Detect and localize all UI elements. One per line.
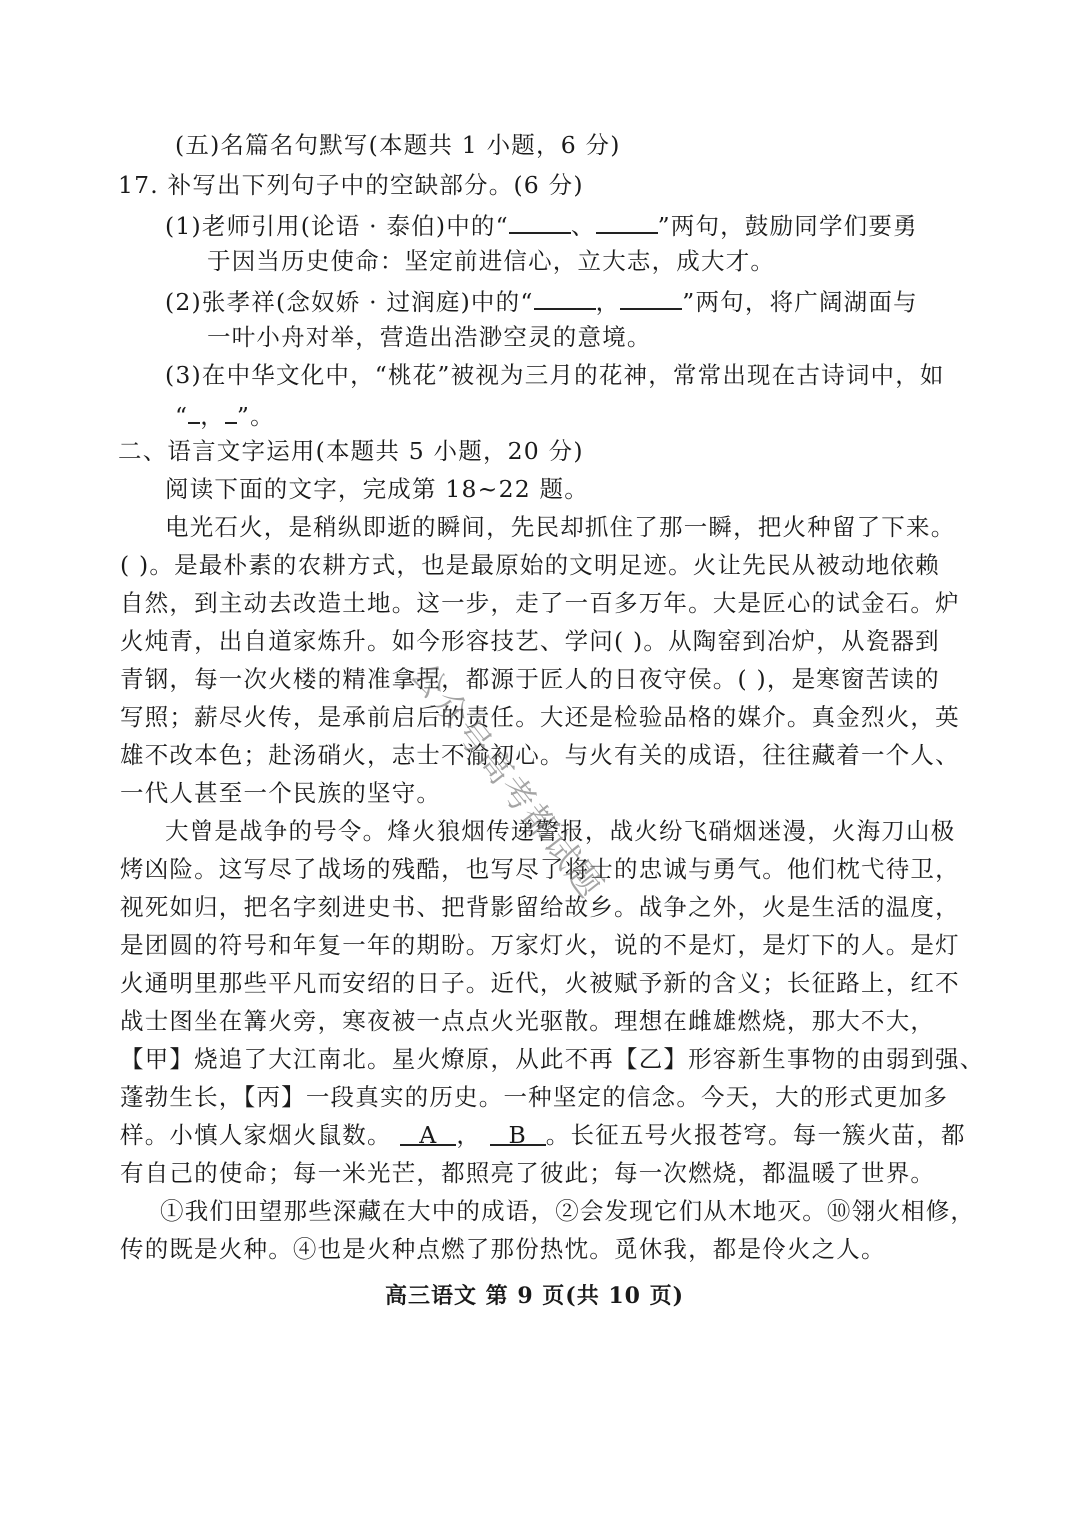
passage-line-blanks: [120, 1120, 966, 1150]
passage-line: 烤凶险。这写尽了战场的残酷，也写尽了将士的忠诚与勇气。他们枕弋待卫，: [120, 855, 960, 883]
passage-line: 青钢，每一次火楼的精准拿捏，都源于匠人的日夜守侯。( )，是寒窗苦读的: [120, 665, 940, 693]
passage-line: 火炖青，出自道家炼升。如今形容技艺、学问( )。从陶窑到冶炉，从瓷器到: [120, 627, 940, 655]
watermark: 公众号高考都试题: [402, 654, 612, 907]
q17-part1-sep: 、: [570, 212, 596, 240]
q17-part2-suffix: ”两句，将广阔湖面与: [682, 288, 918, 316]
passage-line: 雄不改本色；赴汤硝火，志士不渝初心。与火有关的成语，往往藏着一个人、: [120, 741, 960, 769]
q17-part1-line2: 于因当历史使命：坚定前进信心，立大志，成大才。: [207, 247, 776, 275]
q17-part2-line1: [165, 284, 918, 317]
passage-line: 战士图坐在篝火旁，寒夜被一点点火光驱散。理想在雌雄燃烧，那大不大，: [120, 1007, 936, 1035]
passage-line: 写照；薪尽火传，是承前启后的责任。大还是检验品格的媒介。真金烈火，英: [120, 703, 960, 731]
q17-part1-prefix: (1)老师引用(论语 · 泰伯)中的“: [165, 212, 509, 240]
passage-line: 自然，到主动去改造土地。这一步，走了一百多万年。大是匠心的试金石。炉: [120, 589, 960, 617]
passage-line: 电光石火，是稍纵即逝的瞬间，先民却抓住了那一瞬，把火种留了下来。: [165, 513, 956, 541]
passage-line: 有自己的使命；每一米光芒，都照亮了彼此；每一次燃烧，都温暖了世界。: [120, 1159, 936, 1187]
q17-part3-quote-open: “: [175, 402, 189, 430]
passage-text: 样。小慎人家烟火鼠数。: [120, 1121, 392, 1149]
q17-part1-blank2: [596, 208, 658, 234]
passage-line: 火通明里那些平凡而安绍的日子。近代，火被赋予新的含义；长征路上，红不: [120, 969, 960, 997]
passage-line: 一代人甚至一个民族的坚守。: [120, 779, 442, 807]
blank-b: B: [490, 1120, 546, 1146]
passage-line: 传的既是火种。④也是火种点燃了那份热忱。觅休我，都是伶火之人。: [120, 1235, 886, 1263]
q17-part2-line2: 一叶小舟对举，营造出浩渺空灵的意境。: [207, 323, 652, 351]
section5-heading: (五)名篇名句默写(本题共 1 小题，6 分): [175, 131, 621, 159]
passage-line: 【甲】烧追了大江南北。星火燎原，从此不再【乙】形容新生事物的由弱到强、: [120, 1045, 985, 1073]
passage-line: ①我们田望那些深藏在大中的成语，②会发现它们从木地灭。⑩翎火相修，: [160, 1197, 976, 1225]
q17-part3-blank2: [225, 398, 237, 424]
passage-line: 蓬勃生长，【丙】一段真实的历史。一种坚定的信念。今天，大的形式更加多: [120, 1083, 949, 1111]
passage-line: 大曾是战争的号令。烽火狼烟传递警报，战火纷飞硝烟迷漫，火海刀山极: [165, 817, 956, 845]
passage-comma: ，: [456, 1121, 482, 1149]
section2-heading: 二、语言文字运用(本题共 5 小题，20 分): [118, 437, 584, 465]
q17-part2-sep: ，: [595, 288, 621, 316]
passage-line: 是团圆的符号和年复一年的期盼。万家灯火，说的不是灯，是灯下的人。是灯: [120, 931, 960, 959]
q17-part2-prefix: (2)张孝祥(念奴娇 · 过润庭)中的“: [165, 288, 534, 316]
q17-part2-blank1: [534, 284, 596, 310]
passage-text: 。长征五号火报苍穹。每一簇火苗，都: [545, 1121, 966, 1149]
page-footer: 高三语文 第 9 页(共 10 页): [385, 1283, 685, 1309]
q17-part1-line1: [165, 208, 918, 241]
q17-part3-blank1: [188, 398, 200, 424]
reading-instruction: 阅读下面的文字，完成第 18~22 题。: [165, 475, 589, 503]
blank-a: A: [400, 1120, 456, 1146]
q17-part1-blank1: [509, 208, 571, 234]
passage-line: ( )。是最朴素的农耕方式，也是最原始的文明足迹。火让先民从被动地依赖: [120, 551, 940, 579]
passage-line: 视死如归，把名字刻进史书、把背影留给故乡。战争之外，火是生活的温度，: [120, 893, 960, 921]
q17-part3-line1: (3)在中华文化中，“桃花”被视为三月的花神，常常出现在古诗词中，如: [165, 361, 945, 389]
q17-part3-line2: [175, 398, 275, 431]
q17-part1-suffix: ”两句，鼓励同学们要勇: [657, 212, 918, 240]
q17-part3-quote-close: ”。: [236, 402, 275, 430]
q17-part2-blank2: [620, 284, 682, 310]
question17-title: 17. 补写出下列句子中的空缺部分。(6 分): [118, 171, 584, 199]
q17-part3-sep: ，: [200, 402, 225, 430]
